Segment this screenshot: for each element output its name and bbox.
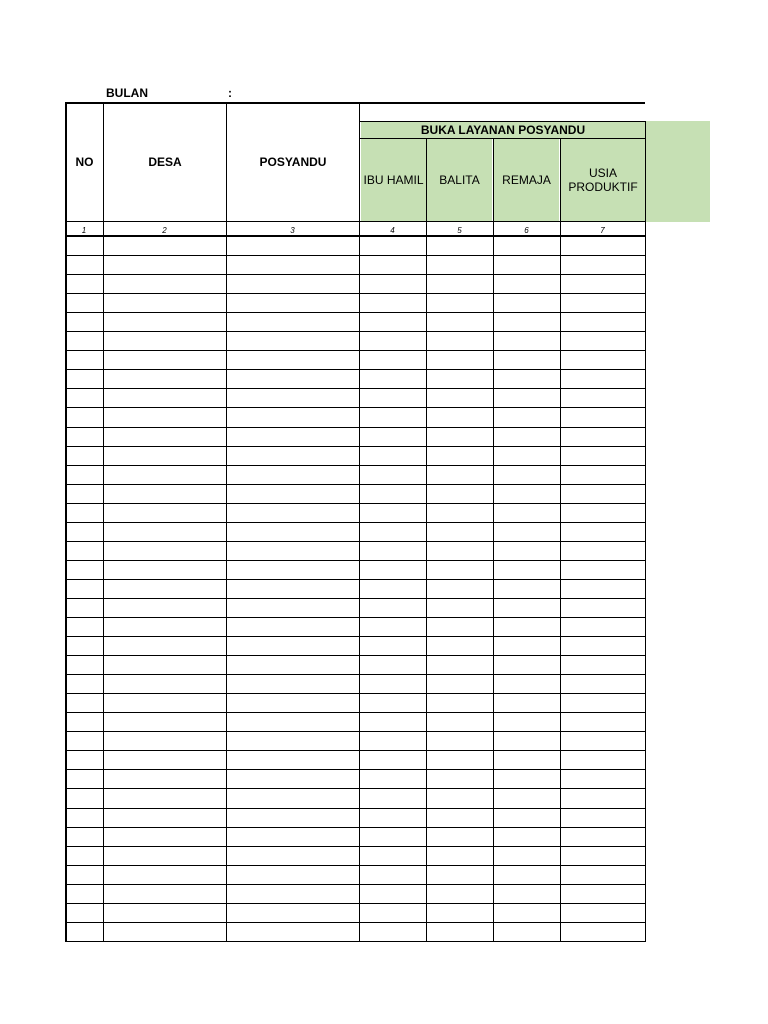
bulan-label: BULAN	[106, 86, 148, 100]
group-header-bottom-line	[359, 138, 645, 139]
table-row	[65, 674, 645, 693]
table-row	[65, 579, 645, 598]
col-number-1: 1	[81, 225, 87, 235]
table-row	[65, 693, 645, 712]
col-number-4: 4	[390, 225, 395, 235]
col-header-no: NO	[75, 155, 94, 169]
table-row	[65, 884, 645, 903]
table-row	[65, 236, 645, 255]
table-row	[65, 541, 645, 560]
subcol-header-remaja: REMAJA	[494, 139, 559, 221]
table-row	[65, 712, 645, 731]
col-number-5: 5	[457, 225, 462, 235]
table-row	[65, 788, 645, 807]
table-row	[65, 293, 645, 312]
table-row	[65, 503, 645, 522]
header-fill-extension	[645, 121, 710, 222]
row-line	[65, 941, 645, 942]
table-row	[65, 560, 645, 579]
table-row	[65, 731, 645, 750]
table-row	[65, 636, 645, 655]
col-number-6: 6	[524, 225, 529, 235]
col-number-3: 3	[290, 225, 295, 235]
table-row	[65, 465, 645, 484]
table-row	[65, 903, 645, 922]
table-row	[65, 331, 645, 350]
table-row	[65, 617, 645, 636]
table-row	[65, 312, 645, 331]
subcol-header-balita: BALITA	[427, 139, 492, 221]
table-row	[65, 407, 645, 426]
table-row	[65, 427, 645, 446]
column-line-7	[645, 121, 646, 942]
col-header-desa: DESA	[148, 155, 182, 169]
table-row	[65, 350, 645, 369]
table-row	[65, 655, 645, 674]
subcol-header-usia-produktif: USIA PRODUKTIF	[561, 139, 645, 221]
table-row	[65, 598, 645, 617]
col-number-7: 7	[600, 225, 605, 235]
table-row	[65, 484, 645, 503]
table-row	[65, 922, 645, 941]
table-row	[65, 522, 645, 541]
subcol-header-ibu-hamil: IBU HAMIL	[361, 139, 426, 221]
table-row	[65, 808, 645, 827]
table-row	[65, 846, 645, 865]
table-row	[65, 827, 645, 846]
table-row	[65, 388, 645, 407]
col-header-posyandu: POSYANDU	[259, 155, 327, 169]
group-header-buka-layanan: BUKA LAYANAN POSYANDU	[361, 122, 645, 138]
header-bottom-line	[65, 221, 645, 222]
table-row	[65, 865, 645, 884]
table-row	[65, 369, 645, 388]
table-row	[65, 769, 645, 788]
table-row	[65, 446, 645, 465]
table-top-border	[65, 102, 645, 104]
group-header-top-line	[359, 121, 645, 122]
table-row	[65, 750, 645, 769]
table-row	[65, 255, 645, 274]
table-row	[65, 274, 645, 293]
bulan-colon: :	[228, 86, 232, 100]
col-number-2: 2	[162, 225, 167, 235]
